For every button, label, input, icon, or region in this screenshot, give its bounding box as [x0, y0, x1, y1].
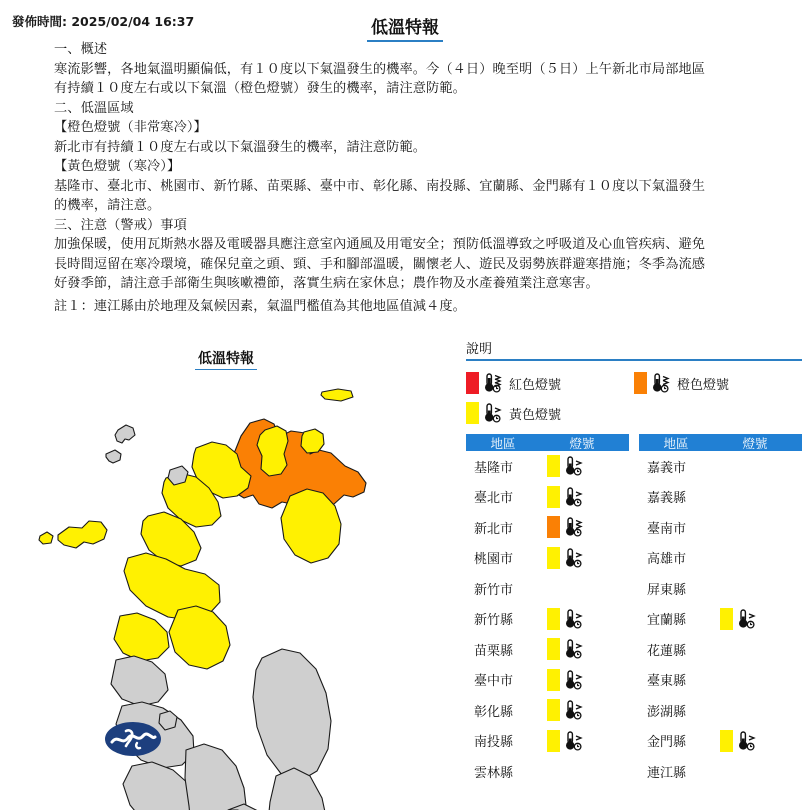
map-region-hualien: [253, 649, 331, 781]
table-row: [639, 543, 802, 574]
table-body-left: [466, 451, 629, 787]
table-row: [639, 634, 802, 665]
light-indicator: [713, 730, 797, 752]
table-row: [466, 543, 629, 574]
light-indicator: [540, 669, 624, 691]
legend-items: [466, 368, 802, 428]
table-row: [639, 512, 802, 543]
region-name: 新北市: [474, 521, 514, 537]
table-header-right: [639, 434, 802, 451]
color-swatch-yellow: [547, 730, 560, 752]
table-row: [466, 451, 629, 482]
color-swatch-yellow: [720, 608, 733, 630]
map-region-kaohsiung: [185, 744, 247, 810]
region-name: 臺北市: [474, 491, 514, 507]
region-name: 南投縣: [474, 735, 514, 751]
color-swatch-yellow: [547, 699, 560, 721]
map-region-keelung: [301, 429, 324, 453]
region-name: 臺中市: [474, 674, 514, 690]
cwa-logo: [104, 721, 162, 757]
region-name: 金門縣: [647, 735, 687, 751]
section3-heading: 三、注意（警戒）事項: [54, 217, 187, 233]
thermometer-yellow-icon: [563, 699, 585, 721]
advisory-body: [54, 40, 806, 316]
table-row: [639, 451, 802, 482]
table-row: [466, 512, 629, 543]
section3-line1: 加強保暖，使用瓦斯熱水器及電暖器具應注意室內通風及用電安全；預防低溫導致之呼吸道及心血管疾病、避免: [54, 237, 706, 252]
region-name: 高雄市: [647, 552, 687, 568]
region-name: 臺南市: [647, 521, 687, 537]
color-swatch-red: [466, 372, 479, 394]
region-name: 苗栗縣: [474, 643, 514, 659]
map-region-yunlin: [111, 656, 168, 706]
section3-line2: 長時間逗留在寒冷環境，確保兒童之頭、頸、手和腳部溫暖，關懷老人、遊民及弱勢族群避寒措施；冬季為流感: [54, 256, 706, 272]
region-name: 彰化縣: [474, 704, 514, 720]
region-name: 屏東縣: [647, 582, 687, 598]
thermometer-yellow-icon: [482, 402, 504, 424]
color-swatch-yellow: [547, 486, 560, 508]
map-region-kinmen-small: [39, 532, 53, 544]
map-region-changhua: [114, 613, 169, 661]
section1-line2: 有持續１０度左右或以下氣溫（橙色燈號）發生的機率，請注意防範。: [54, 81, 466, 96]
light-indicator: [540, 730, 624, 752]
region-table-left: [466, 434, 629, 787]
section2-yellow-line1: 基隆市、臺北市、桃園市、新竹縣、苗栗縣、臺中市、彰化縣、南投縣、宜蘭縣、金門縣有１０度以下氣溫發生: [54, 178, 706, 194]
region-name: 宜蘭縣: [647, 613, 687, 629]
region-name: 臺東縣: [647, 674, 687, 690]
region-name: 雲林縣: [474, 765, 514, 781]
section2-orange-text: 新北市有持續１０度左右或以下氣溫發生的機率，請注意防範。: [54, 139, 427, 155]
thermometer-orange-icon: [650, 372, 672, 394]
region-name: 嘉義縣: [647, 491, 687, 507]
map-region-taipei: [257, 426, 288, 476]
map-region-hsinchu-city: [168, 466, 188, 485]
map-region-keelung-islet: [321, 389, 353, 401]
publish-time: 發佈時間: 2025/02/04 16:37: [12, 14, 195, 29]
light-indicator: [540, 486, 624, 508]
section1-line1: 寒流影響，各地氣溫明顯偏低，有１０度以下氣溫發生的機率。今（４日）晚至明（５日）上午新北市局部地區: [54, 61, 706, 77]
color-swatch-orange: [634, 372, 647, 394]
thermometer-yellow-icon: [563, 730, 585, 752]
header-light-left: 燈號: [569, 435, 595, 451]
section1-heading: 一、概述: [54, 42, 108, 57]
region-name: 基隆市: [474, 460, 514, 476]
taiwan-map: [0, 358, 452, 810]
legend-label-orange: 橙色燈號: [677, 377, 730, 393]
table-row: [639, 695, 802, 726]
thermometer-yellow-icon: [563, 547, 585, 569]
color-swatch-yellow: [720, 730, 733, 752]
color-swatch-yellow: [547, 455, 560, 477]
color-swatch-yellow: [547, 547, 560, 569]
color-swatch-orange: [547, 516, 560, 538]
legend-divider: [466, 359, 802, 361]
table-row: [466, 665, 629, 696]
legend-label-yellow: 黃色燈號: [509, 407, 562, 423]
region-name: 嘉義市: [647, 460, 687, 476]
color-swatch-yellow: [547, 608, 560, 630]
header-region-right: 地區: [663, 435, 689, 451]
light-indicator: [540, 547, 624, 569]
table-body-right: [639, 451, 802, 787]
thermometer-orange-icon: [563, 516, 585, 538]
thermometer-yellow-icon: [563, 638, 585, 660]
map-title-text: 低溫特報: [195, 351, 257, 370]
region-table-right: [639, 434, 802, 787]
table-row: [639, 482, 802, 513]
light-indicator: [540, 638, 624, 660]
table-row: [466, 726, 629, 757]
color-swatch-yellow: [547, 638, 560, 660]
map-region-lienchiang-2: [106, 450, 121, 463]
table-row: [466, 634, 629, 665]
thermometer-yellow-icon: [736, 608, 758, 630]
map-region-lienchiang: [115, 425, 135, 443]
table-row: [639, 756, 802, 787]
thermometer-red-icon: [482, 372, 504, 394]
color-swatch-yellow: [466, 402, 479, 424]
table-row: [466, 573, 629, 604]
light-indicator: [540, 455, 624, 477]
region-name: 桃園市: [474, 552, 514, 568]
footnote-1: 註１：連江縣由於地理及氣候因素，氣溫門檻值為其他地區值減４度。: [54, 298, 466, 314]
legend-item-red: [466, 368, 634, 398]
section2-orange-label: 【橙色燈號（非常寒冷）】: [54, 120, 207, 135]
map-region-taitung: [267, 768, 328, 810]
light-indicator: [540, 699, 624, 721]
thermometer-yellow-icon: [736, 730, 758, 752]
light-indicator: [540, 608, 624, 630]
taiwan-map-panel: [0, 336, 452, 810]
legend-item-yellow: [466, 398, 634, 428]
table-row: [466, 695, 629, 726]
legend-item-orange: [634, 368, 802, 398]
section2-heading: 二、低溫區域: [54, 100, 134, 116]
map-region-kinmen: [58, 521, 107, 548]
header-region-left: 地區: [490, 435, 516, 451]
table-row: [639, 573, 802, 604]
thermometer-yellow-icon: [563, 669, 585, 691]
color-swatch-yellow: [547, 669, 560, 691]
region-name: 新竹縣: [474, 613, 514, 629]
page-title-text: 低溫特報: [367, 18, 443, 42]
light-indicator: [713, 608, 797, 630]
light-indicator: [540, 516, 624, 538]
region-name: 澎湖縣: [647, 704, 687, 720]
map-region-nantou: [169, 606, 230, 669]
table-header-left: [466, 434, 629, 451]
header-light-right: 燈號: [742, 435, 768, 451]
legend-panel: [466, 338, 802, 428]
region-light-tables: [466, 434, 802, 787]
region-name: 新竹市: [474, 582, 514, 598]
table-row: [639, 726, 802, 757]
section2-yellow-line2: 的機率，請注意。: [54, 198, 161, 213]
section3-line3: 好發季節，請注意手部衛生與咳嗽禮節，落實生病在家休息；農作物及水產養殖業注意寒害。: [54, 276, 599, 291]
table-row: [466, 604, 629, 635]
region-name: 花蓮縣: [647, 643, 687, 659]
legend-title: 說明: [466, 342, 493, 357]
table-row: [639, 604, 802, 635]
table-row: [466, 756, 629, 787]
section2-yellow-label: 【黃色燈號（寒冷）】: [54, 159, 181, 174]
thermometer-yellow-icon: [563, 608, 585, 630]
table-row: [639, 665, 802, 696]
region-name: 連江縣: [647, 765, 687, 781]
page-title: [0, 13, 810, 38]
table-row: [466, 482, 629, 513]
thermometer-yellow-icon: [563, 455, 585, 477]
thermometer-yellow-icon: [563, 486, 585, 508]
legend-label-red: 紅色燈號: [509, 377, 562, 393]
